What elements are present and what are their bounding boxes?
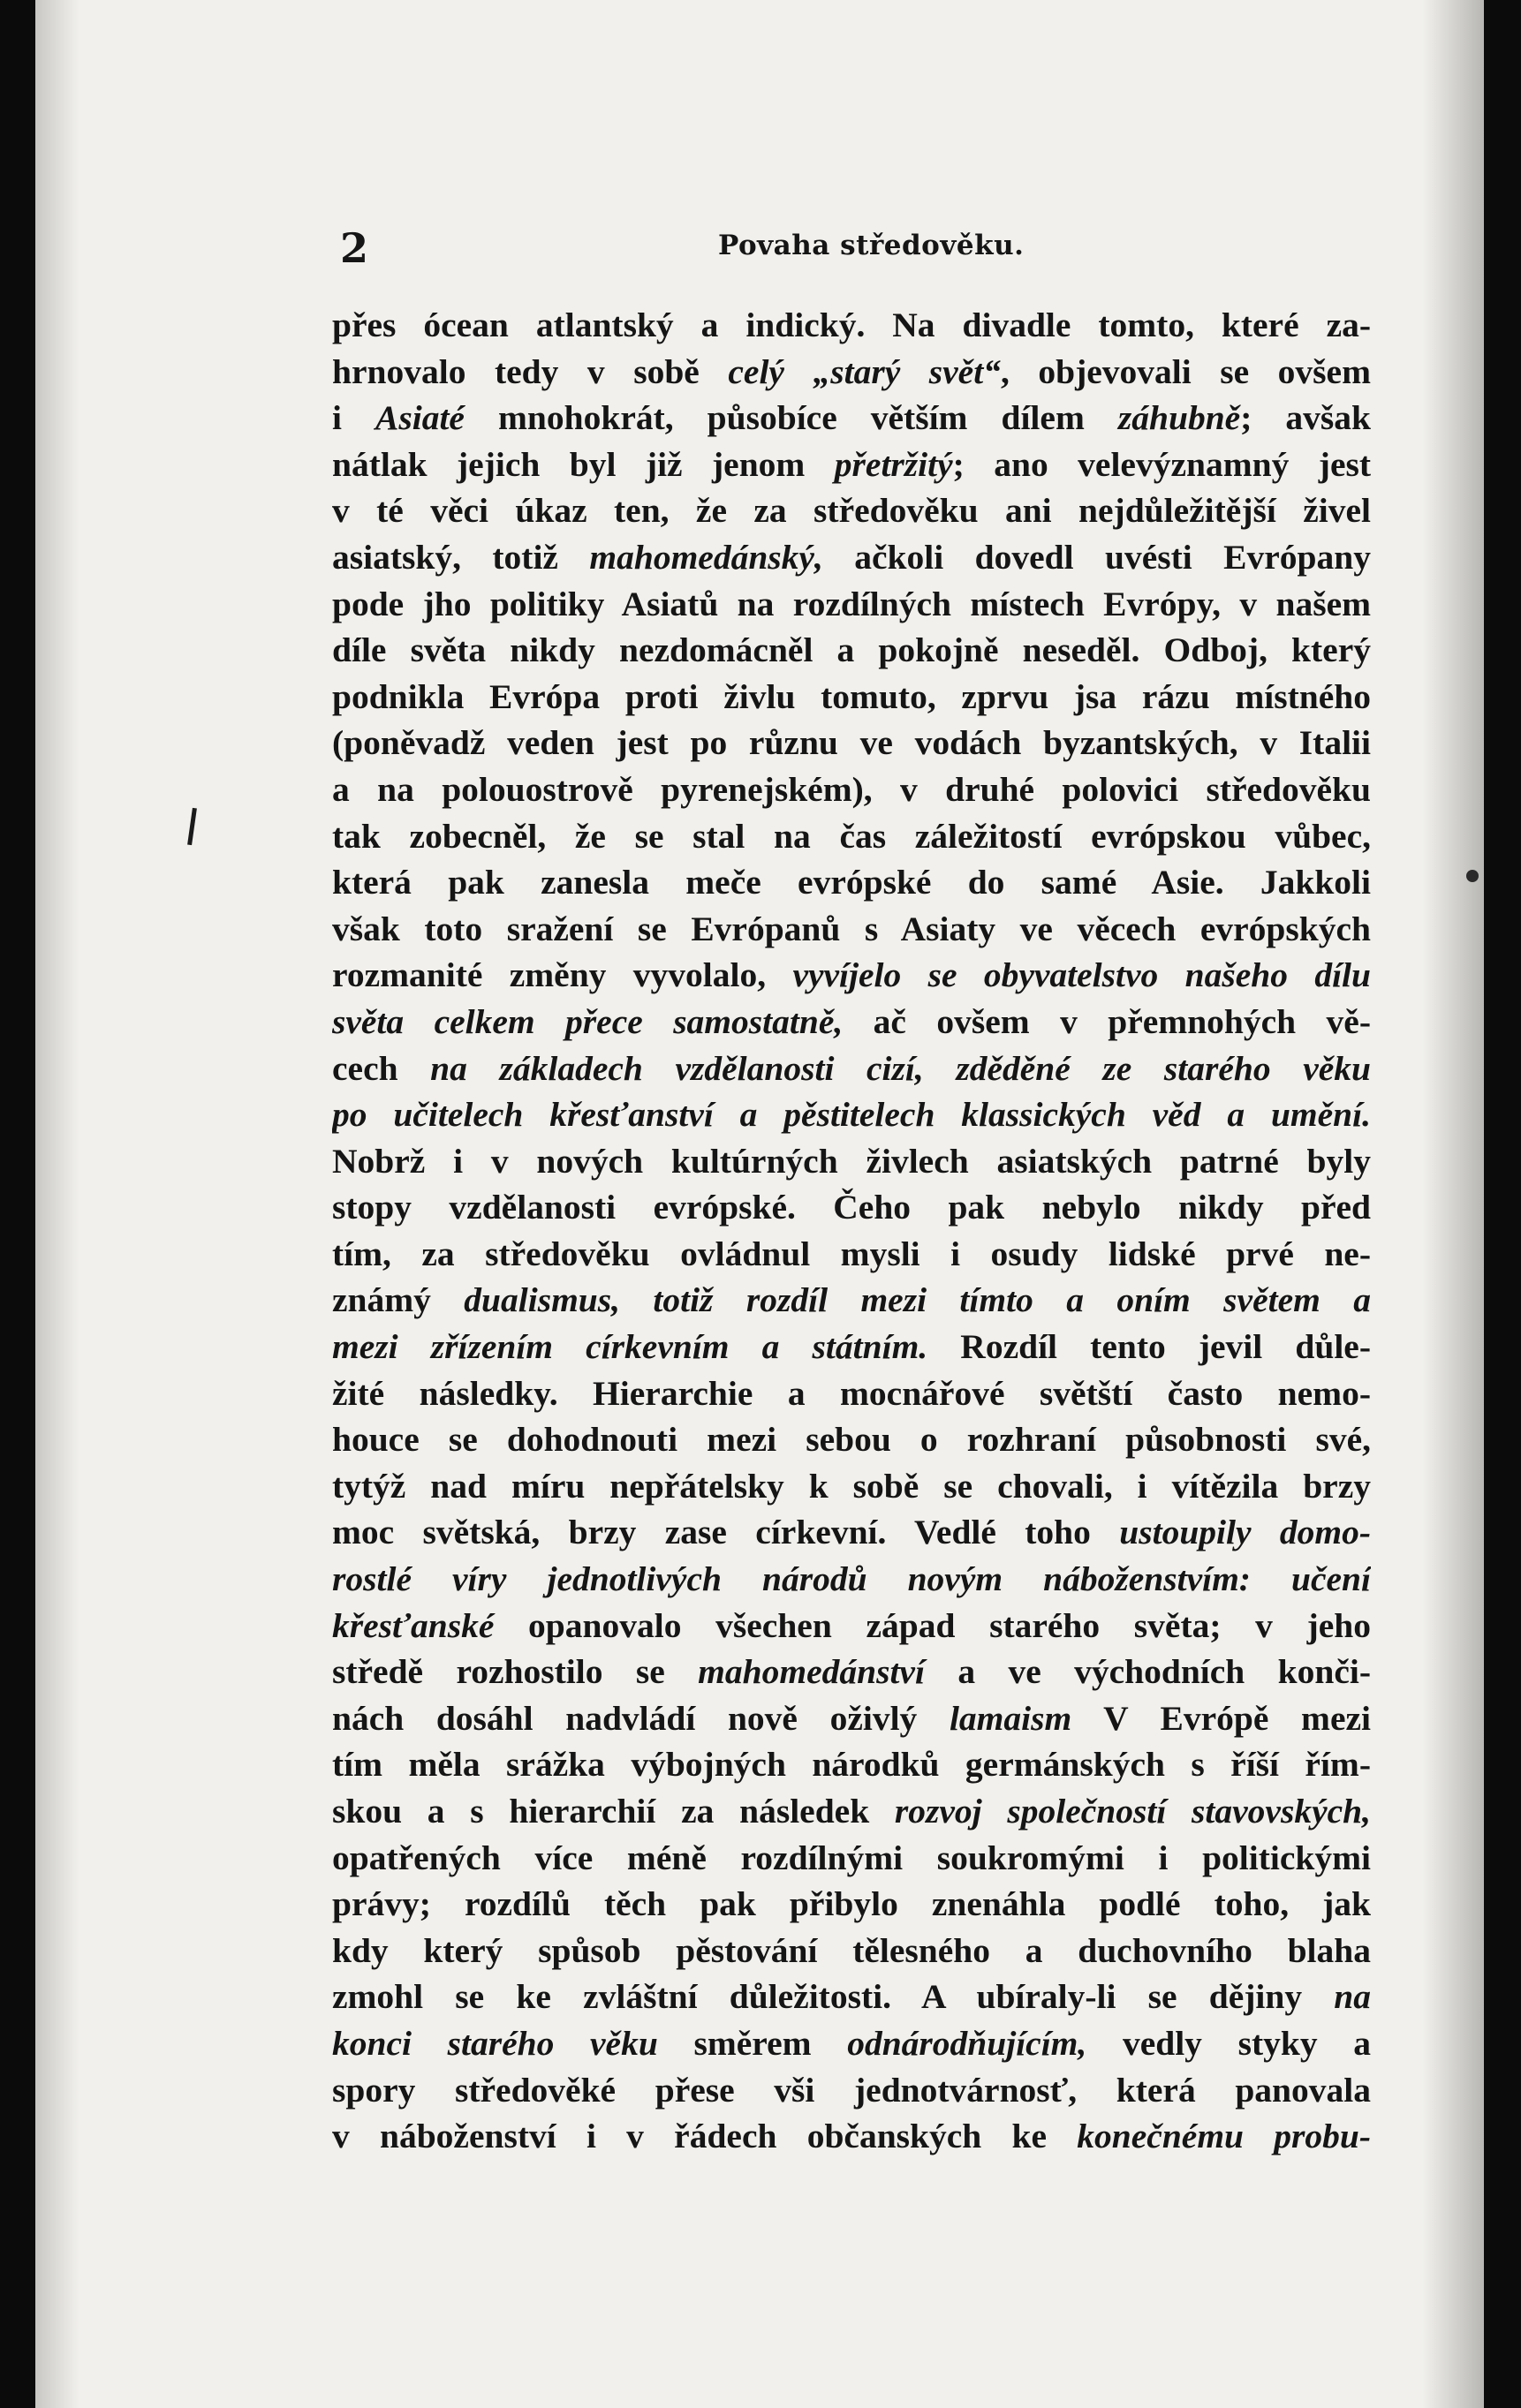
text-run: asiatský, totiž bbox=[332, 537, 590, 577]
text-run: spory středověké přese vši jednotvárnosť, která panovala bbox=[332, 2070, 1371, 2110]
text-line bbox=[332, 2113, 1371, 2160]
emphasis-text: rostlé víry jednotlivých národů novým náboženstvím: učení bbox=[332, 1559, 1371, 1599]
emphasis-text: po učitelech křesťanství a pěstitelech klassických věd a umění. bbox=[332, 1095, 1371, 1135]
text-line bbox=[332, 2067, 1371, 2114]
text-line bbox=[332, 1928, 1371, 1974]
text-line bbox=[332, 302, 1371, 349]
text-line bbox=[332, 906, 1371, 953]
text-line bbox=[332, 1045, 1371, 1092]
text-line bbox=[332, 1463, 1371, 1510]
text-run: cech bbox=[332, 1048, 431, 1088]
emphasis-text: dualismus, totiž rozdíl mezi tímto a oním světem a bbox=[464, 1280, 1371, 1320]
text-line bbox=[332, 859, 1371, 906]
emphasis-text: mahomedánský, bbox=[589, 537, 823, 577]
text-run: Nobrž i v nových kultúrných živlech asiatských patrné byly bbox=[332, 1141, 1371, 1181]
text-run: právy; rozdílů těch pak přibylo znenáhla podlé toho, jak bbox=[332, 1884, 1371, 1924]
emphasis-text: na základech vzdělanosti cizí, zděděné ze starého věku bbox=[430, 1048, 1371, 1088]
text-run: opatřených více méně rozdílnými soukromými i politickými bbox=[332, 1838, 1371, 1877]
text-line bbox=[332, 2020, 1371, 2067]
text-run: tak zobecněl, že se stal na čas záležitostí evrópskou vůbec, bbox=[332, 816, 1371, 856]
emphasis-text: přetržitý bbox=[834, 444, 953, 484]
text-run: v náboženství i v řádech občanských ke bbox=[332, 2117, 1078, 2156]
text-run: kdy který spůsob pěstování tělesného a duchovního blaha bbox=[332, 1930, 1371, 1970]
text-line bbox=[332, 349, 1371, 396]
text-run: opanovalo všechen západ starého světa; v jeho bbox=[494, 1605, 1371, 1645]
emphasis-text: záhubně bbox=[1117, 398, 1241, 438]
text-line bbox=[332, 674, 1371, 721]
text-line bbox=[332, 1974, 1371, 2020]
emphasis-text: mezi zřízením církevním a státním. bbox=[332, 1327, 928, 1367]
text-line bbox=[332, 1741, 1371, 1788]
text-run: nátlak jejich byl již jenom bbox=[332, 444, 835, 484]
text-line bbox=[332, 766, 1371, 813]
page-edge-shadow-left bbox=[35, 0, 79, 2408]
text-run: vedly styky a bbox=[1086, 2023, 1371, 2063]
text-run: skou a s hierarchií za následek bbox=[332, 1792, 895, 1831]
text-run: pode jho politiky Asiatů na rozdílných místech Evrópy, v našem bbox=[332, 584, 1371, 623]
text-run: v té věci úkaz ten, že za středověku ani nejdůležitější živel bbox=[332, 491, 1371, 531]
text-run: díle světa nikdy nezdomácněl a pokojně neseděl. Odboj, který bbox=[332, 630, 1371, 670]
page-number: 2 bbox=[340, 224, 369, 272]
text-line bbox=[332, 1556, 1371, 1603]
text-run: však toto sražení se Evrópanů s Asiaty ve věcech evrópských bbox=[332, 909, 1371, 948]
text-run: hrnovalo tedy v sobě bbox=[332, 351, 729, 391]
text-run: známý bbox=[332, 1280, 465, 1320]
text-line bbox=[332, 999, 1371, 1045]
text-line bbox=[332, 1509, 1371, 1556]
emphasis-text: Asiaté bbox=[375, 398, 465, 438]
text-run: podnikla Evrópa proti živlu tomuto, zprvu jsa rázu místného bbox=[332, 676, 1371, 716]
text-line bbox=[332, 1231, 1371, 1278]
text-line bbox=[332, 720, 1371, 766]
text-line bbox=[332, 487, 1371, 534]
text-run: tytýž nad míru nepřátelsky k sobě se chovali, i vítězila brzy bbox=[332, 1466, 1371, 1506]
text-run: moc světská, brzy zase církevní. Vedlé toho bbox=[332, 1513, 1120, 1552]
text-run: zmohl se ke zvláštní důležitosti. A ubíraly-li se dějiny bbox=[332, 1977, 1335, 2017]
emphasis-text: vyvíjelo se obyvatelstvo našeho dílu bbox=[792, 955, 1371, 995]
running-title: Povaha středověku. bbox=[718, 230, 1025, 261]
text-line bbox=[332, 1881, 1371, 1928]
emphasis-text: na bbox=[1334, 1977, 1371, 2017]
text-line bbox=[332, 813, 1371, 860]
text-line bbox=[332, 1277, 1371, 1324]
edge-dot bbox=[1466, 870, 1479, 882]
emphasis-text: lamaism bbox=[949, 1698, 1072, 1738]
text-run: rozmanité změny vyvolalo, bbox=[332, 955, 793, 995]
text-line bbox=[332, 1788, 1371, 1835]
text-line bbox=[332, 1184, 1371, 1231]
emphasis-text: konečnému probu- bbox=[1077, 2117, 1371, 2156]
emphasis-text: rozvoj společností stavovských, bbox=[894, 1792, 1371, 1831]
text-line bbox=[332, 1416, 1371, 1463]
text-run: (poněvadž veden jest po různu ve vodách byzantských, v Italii bbox=[332, 723, 1371, 763]
text-run: stopy vzdělanosti evrópské. Čeho pak nebylo nikdy před bbox=[332, 1188, 1371, 1227]
text-line bbox=[332, 1370, 1371, 1417]
text-line bbox=[332, 627, 1371, 674]
text-line bbox=[332, 1324, 1371, 1370]
page-scan bbox=[35, 0, 1484, 2408]
emphasis-text: konci starého věku bbox=[332, 2023, 658, 2063]
text-line bbox=[332, 952, 1371, 999]
text-line bbox=[332, 1649, 1371, 1695]
text-line bbox=[332, 1138, 1371, 1185]
emphasis-text: křesťanské bbox=[332, 1605, 495, 1645]
emphasis-text: celý „starý svět“ bbox=[728, 351, 1001, 391]
text-run: Rozdíl tento jevil důle- bbox=[927, 1327, 1371, 1367]
text-run: mnohokrát, působíce větším dílem bbox=[464, 398, 1118, 438]
text-run: směrem bbox=[657, 2023, 848, 2063]
text-line bbox=[332, 534, 1371, 581]
text-run: která pak zanesla meče evrópské do samé Asie. Jakkoli bbox=[332, 863, 1371, 902]
text-line bbox=[332, 1091, 1371, 1138]
text-line bbox=[332, 1603, 1371, 1649]
text-run: V Evrópě mezi bbox=[1071, 1698, 1371, 1738]
text-run: ; ano velevýznamný jest bbox=[952, 444, 1371, 484]
text-line bbox=[332, 581, 1371, 628]
emphasis-text: mahomedánství bbox=[698, 1652, 925, 1692]
text-run: ač ovšem v přemnohých vě- bbox=[843, 1001, 1371, 1041]
emphasis-text: ustoupily domo- bbox=[1119, 1513, 1371, 1552]
text-line bbox=[332, 1835, 1371, 1882]
text-run: , objevovali se ovšem bbox=[1000, 351, 1371, 391]
margin-mark bbox=[187, 808, 197, 845]
body-text bbox=[332, 302, 1371, 2160]
emphasis-text: světa celkem přece samostatně, bbox=[332, 1001, 844, 1041]
text-line bbox=[332, 1695, 1371, 1742]
text-line bbox=[332, 395, 1371, 442]
text-run: houce se dohodnouti mezi sebou o rozhraní působnosti své, bbox=[332, 1420, 1371, 1460]
text-run: a na polouostrově pyrenejském), v druhé polovici středověku bbox=[332, 769, 1371, 809]
text-run: i bbox=[332, 398, 376, 438]
page-header bbox=[303, 219, 1398, 272]
text-run: středě rozhostilo se bbox=[332, 1652, 699, 1692]
text-run: ; avšak bbox=[1240, 398, 1371, 438]
emphasis-text: odnárodňujícím, bbox=[847, 2023, 1087, 2063]
text-line bbox=[332, 442, 1371, 488]
text-run: nách dosáhl nadvládí nově oživlý bbox=[332, 1698, 950, 1738]
text-run: ačkoli dovedl uvésti Evrópany bbox=[822, 537, 1371, 577]
text-run: žité následky. Hierarchie a mocnářové světští často nemo- bbox=[332, 1373, 1371, 1413]
text-run: tím měla srážka výbojných národků germánských s říší řím- bbox=[332, 1745, 1371, 1785]
text-run: a ve východních konči- bbox=[924, 1652, 1371, 1692]
page-edge-shadow-right bbox=[1422, 0, 1484, 2408]
text-run: tím, za středověku ovládnul mysli i osudy lidské prvé ne- bbox=[332, 1234, 1371, 1273]
text-run: přes ócean atlantský a indický. Na divadle tomto, které za- bbox=[332, 306, 1371, 344]
